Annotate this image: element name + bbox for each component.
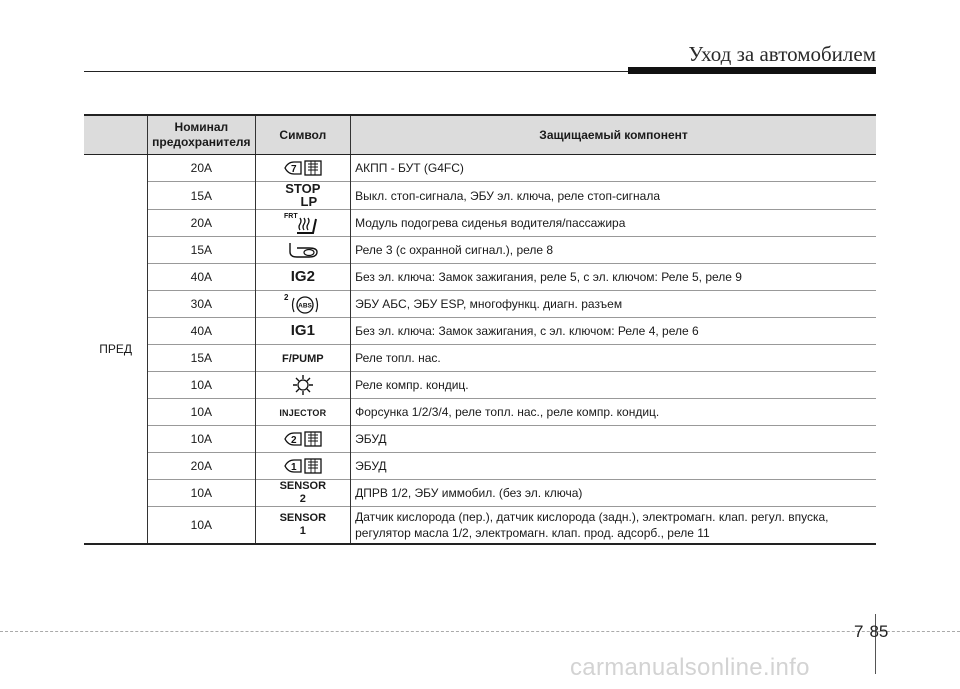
svg-text:FRT: FRT [283, 213, 298, 220]
fuse-symbol-cell [255, 480, 351, 507]
fuse-symbol-cell [255, 345, 351, 372]
header-bar [628, 67, 876, 74]
table-row [84, 372, 876, 399]
table-row [84, 399, 876, 426]
fuse-rating: 15A [148, 237, 255, 264]
fuse-rating: 20A [148, 155, 255, 182]
sensor-2-symbol: SENSOR 2 [279, 480, 327, 505]
fuse-component: АКПП - БУТ (G4FC) [351, 155, 876, 182]
column-header-rating: Номинал предохранителя [148, 115, 255, 155]
table-row [84, 210, 876, 237]
fuse-rating: 10A [148, 426, 255, 453]
table-row [84, 291, 876, 318]
svg-text:2: 2 [290, 435, 297, 446]
group-label: ПРЕД [84, 155, 148, 545]
fuse-2-icon [281, 430, 325, 448]
fuse-symbol-cell [255, 237, 351, 264]
page-number-value: 85 [869, 622, 889, 641]
chapter-number: 7 [854, 622, 864, 641]
ig2-symbol: IG2 [290, 268, 315, 285]
svg-text:7: 7 [290, 164, 297, 175]
svg-text:ABS: ABS [297, 302, 312, 310]
table-row [84, 237, 876, 264]
fuse-component: ДПРВ 1/2, ЭБУ иммобил. (без эл. ключа) [351, 480, 876, 507]
table-row [84, 345, 876, 372]
table-row [84, 480, 876, 507]
fuse-component: Выкл. стоп-сигнала, ЭБУ эл. ключа, реле стоп-сигнала [351, 182, 876, 210]
ac-compressor-icon [292, 374, 314, 396]
svg-text:2: 2 [283, 293, 289, 302]
header-rule [84, 71, 628, 72]
watermark: carmanualsonline.info [570, 654, 810, 681]
fuse-component: Без эл. ключа: Замок зажигания, с эл. ключом: Реле 4, реле 6 [351, 318, 876, 345]
fuse-rating: 15A [148, 345, 255, 372]
fuse-component: Реле 3 (с охранной сигнал.), реле 8 [351, 237, 876, 264]
ig1-symbol: IG1 [290, 322, 315, 339]
fuse-symbol-cell [255, 182, 351, 210]
fuse-table [84, 114, 876, 545]
page-number [854, 622, 888, 642]
fuse-symbol-cell [255, 426, 351, 453]
fuse-rating: 10A [148, 399, 255, 426]
fuse-component: Датчик кислорода (пер.), датчик кислорода (задн.), электромагн. клап. регул. впуска, регулятор масла 1/2, электромагн. клап. прод. адсорб., реле 11 [351, 507, 876, 545]
horn-icon [285, 240, 321, 260]
fuse-rating: 10A [148, 372, 255, 399]
fuse-symbol-cell [255, 318, 351, 345]
table-row [84, 155, 876, 182]
fuse-rating: 10A [148, 507, 255, 545]
fuse-component: Реле компр. кондиц. [351, 372, 876, 399]
table-row [84, 453, 876, 480]
fuse-component: Модуль подогрева сиденья водителя/пассажира [351, 210, 876, 237]
fuse-rating: 40A [148, 264, 255, 291]
fuse-rating: 15A [148, 182, 255, 210]
fuse-component: Реле топл. нас. [351, 345, 876, 372]
column-header-blank [84, 115, 148, 155]
sensor-1-symbol: SENSOR 1 [279, 512, 327, 537]
fuse-component: Без эл. ключа: Замок зажигания, реле 5, с эл. ключом: Реле 5, реле 9 [351, 264, 876, 291]
fuse-7-icon [281, 159, 325, 177]
fuse-symbol-cell [255, 453, 351, 480]
fuse-symbol-cell [255, 399, 351, 426]
fuse-1-icon [281, 457, 325, 475]
fuse-component: ЭБУ АБС, ЭБУ ESP, многофункц. диагн. разъем [351, 291, 876, 318]
fuse-symbol-cell [255, 155, 351, 182]
fuse-component: ЭБУД [351, 426, 876, 453]
table-row [84, 318, 876, 345]
fuse-rating: 10A [148, 480, 255, 507]
fuse-rating: 30A [148, 291, 255, 318]
fuse-symbol-cell [255, 507, 351, 545]
fuse-symbol-cell [255, 264, 351, 291]
section-title: Уход за автомобилем [688, 42, 876, 66]
fuse-rating: 40A [148, 318, 255, 345]
injector-symbol: INJECTOR [279, 407, 327, 418]
footer-rule [0, 631, 960, 632]
table-row [84, 426, 876, 453]
column-header-component: Защищаемый компонент [351, 115, 876, 155]
table-row [84, 264, 876, 291]
seat-heater-icon [283, 211, 323, 235]
fuse-symbol-cell [255, 291, 351, 318]
fuel-pump-symbol: F/PUMP [282, 352, 324, 365]
column-header-symbol: Символ [255, 115, 351, 155]
table-header [84, 115, 876, 155]
fuse-rating: 20A [148, 453, 255, 480]
table-row [84, 182, 876, 210]
stop-lamp-symbol: STOP LP [285, 181, 321, 209]
abs-icon [283, 292, 323, 316]
table-row [84, 507, 876, 545]
fuse-symbol-cell [255, 372, 351, 399]
fuse-component: ЭБУД [351, 453, 876, 480]
fuse-component: Форсунка 1/2/3/4, реле топл. нас., реле компр. кондиц. [351, 399, 876, 426]
fuse-symbol-cell [255, 210, 351, 237]
svg-text:1: 1 [290, 462, 297, 473]
fuse-rating: 20A [148, 210, 255, 237]
